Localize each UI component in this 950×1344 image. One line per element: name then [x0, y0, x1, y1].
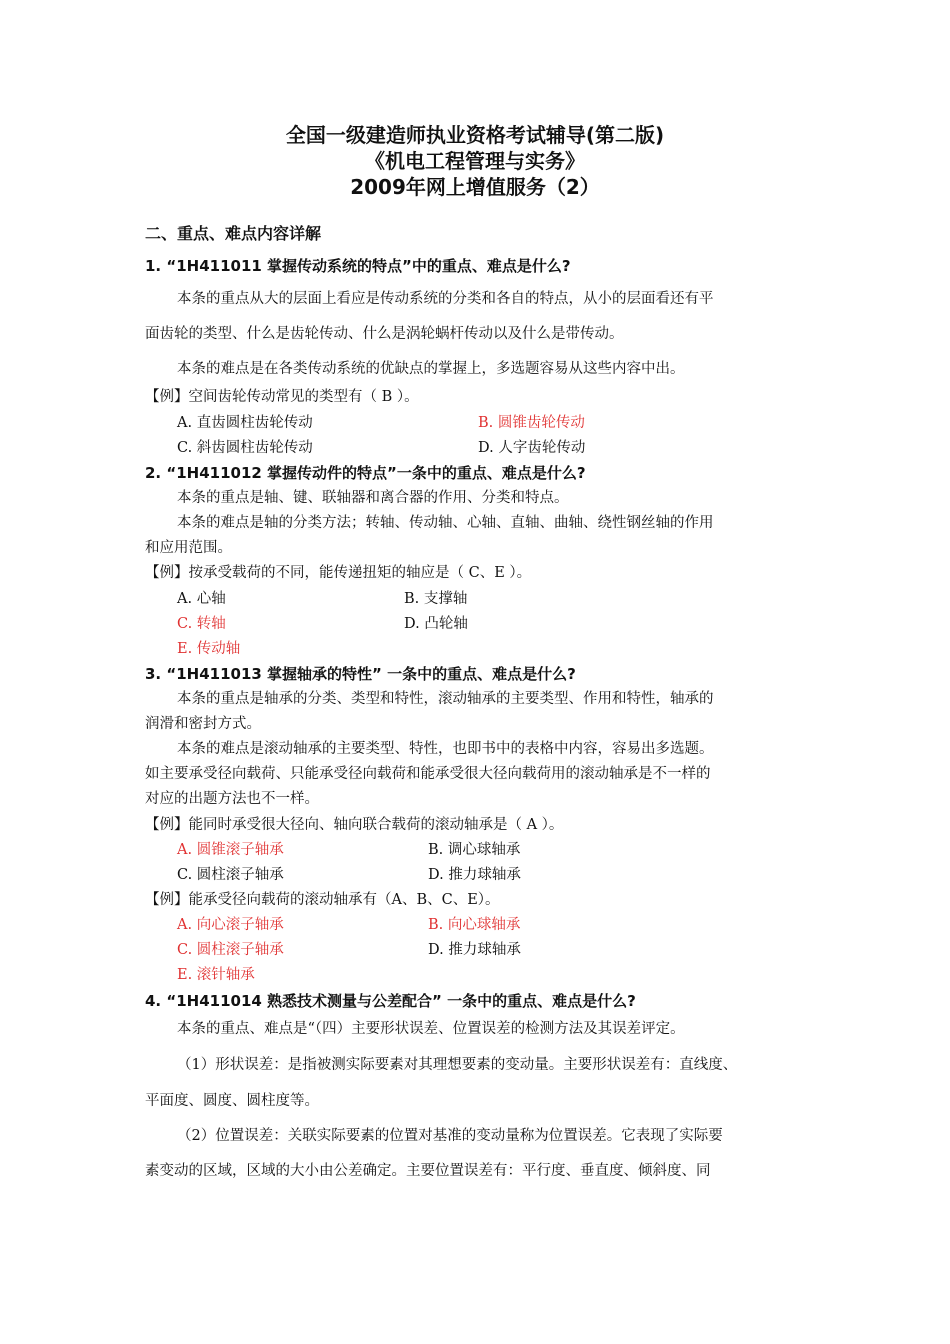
q2-option-b: B. 支撑轴	[404, 591, 468, 607]
q3-heading: 3. “1H411013 掌握轴承的特性” 一条中的重点、难点是什么?	[145, 665, 576, 683]
q1-para1-line2: 面齿轮的类型、什么是齿轮传动、什么是涡轮蜗杆传动以及什么是带传动。	[145, 326, 624, 342]
section-heading: 二、重点、难点内容详解	[145, 224, 322, 243]
q1-option-a: A. 直齿圆柱齿轮传动	[177, 415, 313, 431]
q1-option-b-answer: B. 圆锥齿轮传动	[478, 415, 585, 431]
q2-para2-line1: 本条的难点是轴的分类方法；转轴、传动轴、心轴、直轴、曲轴、绕性钢丝轴的作用	[177, 515, 714, 531]
q4-para2-line2: 平面度、圆度、圆柱度等。	[145, 1093, 319, 1109]
doc-title-line1: 全国一级建造师执业资格考试辅导(第二版)	[285, 123, 665, 147]
q3-example1: 【例】能同时承受很大径向、轴向联合载荷的滚动轴承是（ A ）。	[145, 817, 564, 833]
q4-para3-line1: （2）位置误差：关联实际要素的位置对基准的变动量称为位置误差。它表现了实际要	[177, 1128, 723, 1144]
q2-example: 【例】按承受载荷的不同，能传递扭矩的轴应是（ C、E ）。	[145, 565, 532, 581]
q3-example2: 【例】能承受径向载荷的滚动轴承有（A、B、C、E）。	[145, 892, 500, 908]
q4-para2-line1: （1）形状误差：是指被测实际要素对其理想要素的变动量。主要形状误差有：直线度、	[177, 1057, 738, 1073]
q2-option-c-answer: C. 转轴	[177, 616, 226, 632]
q3-ex2-option-c-answer: C. 圆柱滚子轴承	[177, 942, 284, 958]
q2-option-a: A. 心轴	[177, 591, 226, 607]
q4-para1: 本条的重点、难点是“（四）主要形状误差、位置误差的检测方法及其误差评定。	[177, 1021, 685, 1037]
q3-para2-line3: 对应的出题方法也不一样。	[145, 791, 319, 807]
q2-para2-line2: 和应用范围。	[145, 540, 232, 556]
q1-option-d: D. 人字齿轮传动	[478, 440, 586, 456]
q3-ex2-option-e-answer: E. 滚针轴承	[177, 967, 255, 983]
doc-title-line3: 2009年网上增值服务（2）	[350, 175, 600, 199]
q3-ex1-option-b: B. 调心球轴承	[428, 842, 521, 858]
q2-option-e-answer: E. 传动轴	[177, 641, 241, 657]
q3-ex1-option-c: C. 圆柱滚子轴承	[177, 867, 284, 883]
q3-para1-line1: 本条的重点是轴承的分类、类型和特性，滚动轴承的主要类型、作用和特性，轴承的	[177, 691, 714, 707]
q2-option-d: D. 凸轮轴	[404, 616, 468, 632]
q1-option-c: C. 斜齿圆柱齿轮传动	[177, 440, 313, 456]
q3-ex1-option-d: D. 推力球轴承	[428, 867, 521, 883]
q1-para2: 本条的难点是在各类传动系统的优缺点的掌握上，多选题容易从这些内容中出。	[177, 361, 685, 377]
q3-ex2-option-b-answer: B. 向心球轴承	[428, 917, 521, 933]
q2-para1: 本条的重点是轴、键、联轴器和离合器的作用、分类和特点。	[177, 490, 569, 506]
q1-example: 【例】空间齿轮传动常见的类型有（ B ）。	[145, 389, 419, 405]
doc-title-line2: 《机电工程管理与实务》	[365, 149, 585, 173]
q3-para2-line2: 如主要承受径向载荷、只能承受径向载荷和能承受很大径向载荷用的滚动轴承是不一样的	[145, 766, 711, 782]
q2-heading: 2. “1H411012 掌握传动件的特点”一条中的重点、难点是什么?	[145, 464, 586, 482]
q1-heading: 1. “1H411011 掌握传动系统的特点”中的重点、难点是什么?	[145, 257, 571, 275]
q4-para3-line2: 素变动的区域，区域的大小由公差确定。主要位置误差有：平行度、垂直度、倾斜度、同	[145, 1163, 711, 1179]
q1-para1-line1: 本条的重点从大的层面上看应是传动系统的分类和各自的特点，从小的层面看还有平	[177, 291, 714, 307]
q3-ex2-option-a-answer: A. 向心滚子轴承	[177, 917, 284, 933]
q3-ex1-option-a-answer: A. 圆锥滚子轴承	[177, 842, 284, 858]
q3-para1-line2: 润滑和密封方式。	[145, 716, 261, 732]
q3-ex2-option-d: D. 推力球轴承	[428, 942, 521, 958]
q4-heading: 4. “1H411014 熟悉技术测量与公差配合” 一条中的重点、难点是什么?	[145, 992, 636, 1010]
q3-para2-line1: 本条的难点是滚动轴承的主要类型、特性，也即书中的表格中内容，容易出多选题。	[177, 741, 714, 757]
